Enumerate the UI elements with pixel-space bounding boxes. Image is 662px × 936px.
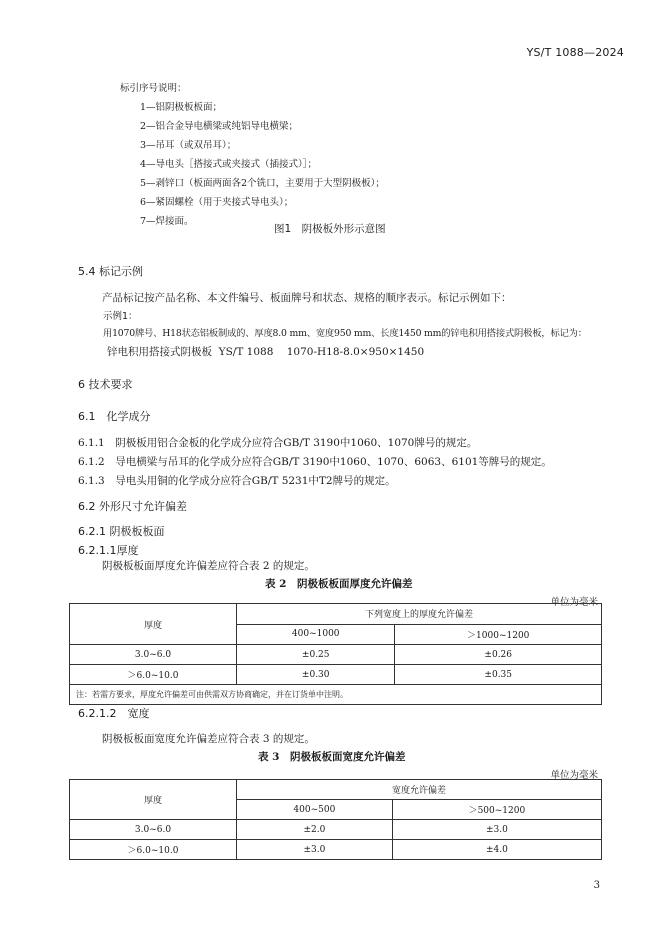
table-cell: ±3.0 (237, 840, 393, 860)
table-row (70, 665, 602, 685)
legend-item: 1—铝阴极板板面； (140, 102, 223, 113)
table-cell: ±3.0 (392, 820, 601, 840)
example-label: 示例1： (103, 311, 138, 322)
table-cell: ＞6.0~10.0 (70, 840, 237, 860)
figure-caption: 图1 阴极板外形示意图 (274, 223, 386, 235)
legend-item: 2—铝合金导电横梁或纯铝导电横梁； (140, 121, 299, 132)
paragraph: 阴极板板面宽度允许偏差应符合表 3 的规定。 (102, 733, 315, 745)
table-caption: 表 2 阴极板板面厚度允许偏差 (265, 578, 413, 590)
table-unit: 单位为毫米 (550, 770, 598, 781)
section-heading: 6.2.1.2 宽度 (78, 707, 150, 720)
table-cell: 3.0~6.0 (70, 645, 237, 665)
legend-item: 6—紧固螺栓（用于夹接式导电头）； (140, 197, 294, 208)
legend-item: 4—导电头［搭接式或夹接式（插接式）］； (140, 159, 318, 170)
section-heading: 5.4 标记示例 (78, 265, 143, 278)
clause: 6.1.1 阴极板用铝合金板的化学成分应符合GB/T 3190中1060、1070牌号的规定。 (78, 437, 478, 449)
table-header: 400~500 (237, 800, 393, 820)
page-number: 3 (593, 880, 600, 891)
table-cell: ±0.26 (395, 645, 602, 665)
legend-title: 标引序号说明： (120, 83, 187, 94)
table-header: 400~1000 (237, 624, 395, 645)
section-heading: 6.1 化学成分 (78, 410, 151, 423)
table-cell: ±0.35 (395, 665, 602, 685)
paragraph: 产品标记按产品名称、本文件编号、板面牌号和状态、规格的顺序表示。标记示例如下： (102, 292, 512, 304)
thickness-tolerance-table (69, 603, 602, 705)
table-header: 厚度 (70, 604, 237, 645)
table-cell: ±4.0 (392, 840, 601, 860)
legend-item: 7—焊接面。 (140, 216, 194, 227)
section-heading: 6.2.1 阴极板板面 (78, 525, 165, 538)
marking-example: 锌电积用搭接式阴极板 YS/T 1088 1070-H18-8.0×950×1450 (107, 346, 425, 358)
example-text: 用1070牌号、H18状态铝板制成的、厚度8.0 mm、宽度950 mm、长度1450 mm的锌电积用搭接式阴极板，标记为： (103, 328, 587, 339)
table-header: ＞500~1200 (392, 800, 601, 820)
legend-item: 3—吊耳（或双吊耳）； (140, 140, 237, 151)
table-unit: 单位为毫米 (550, 597, 598, 608)
paragraph: 阴极板板面厚度允许偏差应符合表 2 的规定。 (102, 560, 315, 572)
table-header: 宽度允许偏差 (237, 780, 602, 800)
table-cell: ±0.25 (237, 645, 395, 665)
document-number-header: YS/T 1088—2024 (526, 46, 624, 59)
table-row (70, 820, 602, 840)
table-header: 下列宽度上的厚度允许偏差 (237, 604, 602, 625)
width-tolerance-table (69, 779, 602, 860)
legend-item: 5—剥锌口（板面两面各2个铣口，主要用于大型阴极板）； (140, 178, 385, 189)
clause: 6.1.3 导电头用铜的化学成分应符合GB/T 5231中T2牌号的规定。 (78, 475, 396, 487)
table-row (70, 840, 602, 860)
table-header: ＞1000~1200 (395, 624, 602, 645)
section-heading: 6.2.1.1厚度 (78, 544, 139, 557)
table-cell: 3.0~6.0 (70, 820, 237, 840)
table-cell: ±2.0 (237, 820, 393, 840)
table-cell: ±0.30 (237, 665, 395, 685)
table-row (70, 645, 602, 665)
table-cell: ＞6.0~10.0 (70, 665, 237, 685)
table-caption: 表 3 阴极板板面宽度允许偏差 (258, 751, 406, 763)
table-header: 厚度 (70, 780, 237, 820)
clause: 6.1.2 导电横梁与吊耳的化学成分应符合GB/T 3190中1060、1070、6063、6101等牌号的规定。 (78, 456, 552, 468)
section-heading: 6 技术要求 (78, 378, 133, 391)
table-note: 注：若需方要求，厚度允许偏差可由供需双方协商确定，并在订货单中注明。 (70, 685, 602, 705)
section-heading: 6.2 外形尺寸允许偏差 (78, 500, 187, 513)
